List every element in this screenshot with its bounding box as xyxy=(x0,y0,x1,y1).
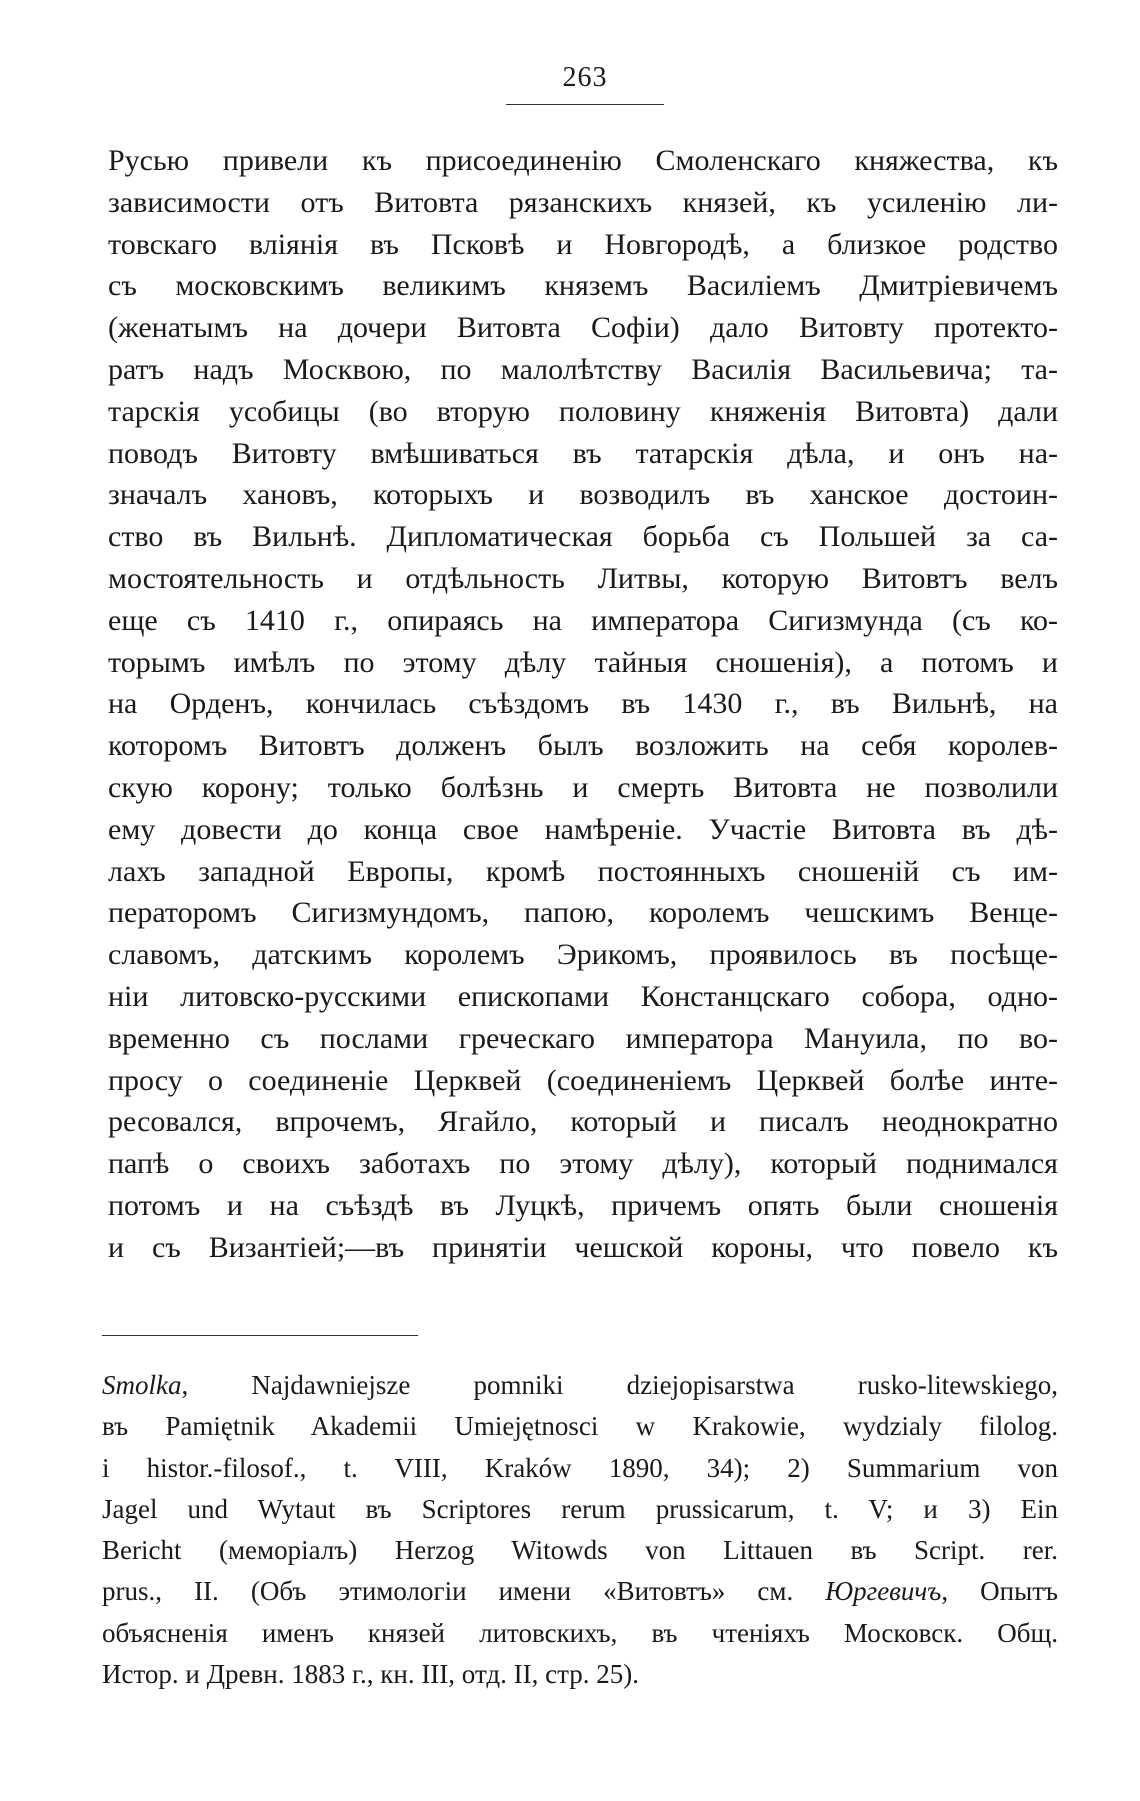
footnote-line xyxy=(102,1571,1058,1612)
text-line: просу о соединеніе Церквей (соединеніемъ Церквей болѣе инте- xyxy=(108,1063,1058,1097)
footnote-separator xyxy=(102,1335,418,1336)
text-line: (женатымъ на дочери Витовта Софіи) дало Витовту протекто- xyxy=(108,311,1058,345)
text-line: ему довести до конца свое намѣреніе. Участіе Витовта въ дѣ- xyxy=(108,812,1058,846)
footnote-line-text: , Опытъ xyxy=(941,1576,1058,1607)
text-line: значалъ хановъ, которыхъ и возводилъ въ ханское достоин- xyxy=(108,478,1058,512)
text-line: съ московскимъ великимъ княземъ Василіемъ Дмитріевичемъ xyxy=(108,269,1058,303)
footnote-cited-author: Юргевичъ xyxy=(825,1576,942,1607)
footnote-line-text: , Najdawniejsze pomniki dziejopisarstwa rusko-litewskiego, xyxy=(181,1370,1058,1400)
text-line: ство въ Вильнѣ. Дипломатическая борьба съ Польшей за са- xyxy=(108,520,1058,554)
text-line: поводъ Витовту вмѣшиваться въ татарскія дѣла, и онъ на- xyxy=(108,436,1058,470)
page-number-underline xyxy=(506,104,664,105)
footnote-line xyxy=(102,1365,1058,1406)
text-line: еще съ 1410 г., опираясь на императора Сигизмунда (съ ко- xyxy=(108,603,1058,637)
text-line: и съ Византіей;—въ принятіи чешской короны, что повело къ xyxy=(108,1230,1058,1264)
text-line: ніи литовско-русскими епископами Констанцскаго собора, одно- xyxy=(108,979,1058,1013)
footnote-line: въ Pamiętnik Akademii Umiejętnosci w Krakowie, wydzialy filolog. xyxy=(102,1411,1058,1442)
text-line: которомъ Витовтъ долженъ былъ возложить на себя королев- xyxy=(108,729,1058,763)
text-line: папѣ о своихъ заботахъ по этому дѣлу), который поднимался xyxy=(108,1147,1058,1181)
text-line: лахъ западной Европы, кромѣ постоянныхъ сношеній съ им- xyxy=(108,854,1058,888)
text-line: мостоятельность и отдѣльность Литвы, которую Витовтъ велъ xyxy=(108,561,1058,595)
footnote-line: i histor.-filosof., t. VIII, Kraków 1890, 34); 2) Summarium von xyxy=(102,1452,1058,1483)
footnote-author: Smolka xyxy=(102,1370,182,1400)
text-line: ресовался, впрочемъ, Ягайло, который и писалъ неоднократно xyxy=(108,1105,1058,1139)
text-line: ператоромъ Сигизмундомъ, папою, королемъ чешскимъ Венце- xyxy=(108,896,1058,930)
text-line: скую корону; только болѣзнь и смерть Витовта не позволили xyxy=(108,770,1058,804)
text-line: потомъ и на съѣздѣ въ Луцкѣ, причемъ опять были сношенія xyxy=(108,1188,1058,1222)
text-line: зависимости отъ Витовта рязанскихъ князей, къ усиленію ли- xyxy=(108,185,1058,219)
text-line: Русью привели къ присоединенію Смоленскаго княжества, къ xyxy=(108,144,1058,177)
text-line: торымъ имѣлъ по этому дѣлу тайныя сношенія), а потомъ и xyxy=(108,645,1058,679)
text-line: тарскія усобицы (во вторую половину княженія Витовта) дали xyxy=(108,394,1058,428)
text-line: ратъ надъ Москвою, по малолѣтству Василія Васильевича; та- xyxy=(108,352,1058,386)
footnote xyxy=(102,1365,1058,1695)
text-line: на Орденъ, кончилась съѣздомъ въ 1430 г., въ Вильнѣ, на xyxy=(108,687,1058,721)
page-number: 263 xyxy=(562,62,608,93)
text-line: временно съ послами греческаго императора Мануила, по во- xyxy=(108,1021,1058,1055)
main-text xyxy=(108,140,1058,1269)
footnote-line: Jagel und Wytaut въ Scriptores rerum prussicarum, t. V; и 3) Ein xyxy=(102,1493,1058,1524)
footnote-line-text: prus., II. (Объ этимологіи имени «Витовтъ» см. xyxy=(102,1576,826,1607)
text-line: товскаго вліянія въ Псковѣ и Новгородѣ, а близкое родство xyxy=(108,227,1058,261)
footnote-line: Bericht (меморіалъ) Herzog Witowds von Littauen въ Script. rer. xyxy=(102,1535,1058,1566)
footnote-line: Истор. и Древн. 1883 г., кн. III, отд. II, стр. 25). xyxy=(102,1659,639,1690)
text-line: славомъ, датскимъ королемъ Эрикомъ, проявилось въ посѣще- xyxy=(108,938,1058,972)
footnote-line: объясненія именъ князей литовскихъ, въ чтеніяхъ Московск. Общ. xyxy=(102,1617,1058,1648)
